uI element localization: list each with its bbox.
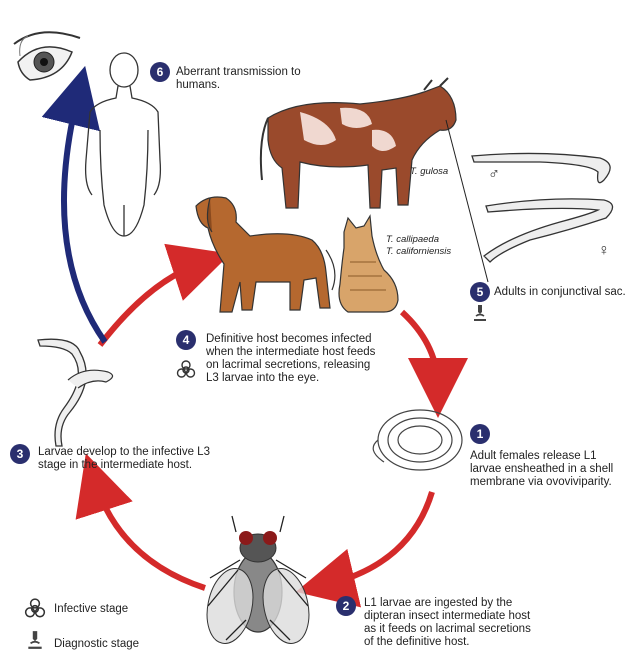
step-6-text: Aberrant transmission to humans. <box>176 66 301 91</box>
step-4-text: Definitive host becomes infected when the intermediate host feeds on lacrimal secretions, releasing L3 larvae into the eye. <box>206 333 376 384</box>
species-t-gulosa: T. gulosa <box>410 166 449 177</box>
step-6-number: 6 <box>156 65 164 79</box>
step-1-number: 1 <box>476 427 484 441</box>
legend-diagnostic-label: Diagnostic stage <box>54 638 140 650</box>
step-3-badge <box>10 444 30 464</box>
pointer-line-cow <box>446 120 488 282</box>
l3-larva <box>38 339 86 446</box>
step-1-text: Adult females release L1 larvae ensheathed in a shell membrane via ovoviviparity. <box>470 450 614 488</box>
arrow-step1-to-step2 <box>325 492 432 585</box>
step-2-number: 2 <box>342 599 350 613</box>
male-symbol: ♂ <box>488 166 500 183</box>
step-4-badge <box>176 330 196 350</box>
microscope-icon <box>472 304 488 322</box>
arrow-step2-to-step3 <box>95 482 205 588</box>
human-figure <box>86 53 161 236</box>
step-1-badge <box>470 424 490 444</box>
cow-illustration <box>261 78 456 208</box>
human-eye <box>14 32 80 80</box>
l1-larva-coiled <box>373 410 462 470</box>
arrow-step3-to-step6 <box>64 95 105 342</box>
step-3-number: 3 <box>16 447 24 461</box>
legend-infective-label: Infective stage <box>54 603 129 615</box>
step-5-number: 5 <box>476 285 484 299</box>
step-3-text: Larvae develop to the infective L3 stage in the intermediate host. <box>38 446 210 471</box>
legend-biohazard-icon <box>24 598 46 620</box>
fly-illustration <box>201 516 316 648</box>
step-2-badge <box>336 596 356 616</box>
biohazard-icon <box>176 360 196 380</box>
step-6-badge <box>150 62 170 82</box>
step-2-text: L1 larvae are ingested by the dipteran insect intermediate host as it feeds on lacrimal secretions of the definitive host. <box>364 597 531 648</box>
species-t-callipaeda: T. callipaeda <box>386 234 439 245</box>
female-symbol: ♀ <box>598 242 610 259</box>
step-5-badge <box>470 282 490 302</box>
species-t-californiensis: T. californiensis <box>386 246 452 257</box>
arrow-step4-to-step1 <box>402 312 438 388</box>
step-5-text: Adults in conjunctival sac. <box>494 286 626 298</box>
step-4-number: 4 <box>182 333 190 347</box>
cat-illustration <box>339 216 398 312</box>
dog-illustration <box>196 197 335 312</box>
legend-microscope-icon <box>26 630 44 650</box>
